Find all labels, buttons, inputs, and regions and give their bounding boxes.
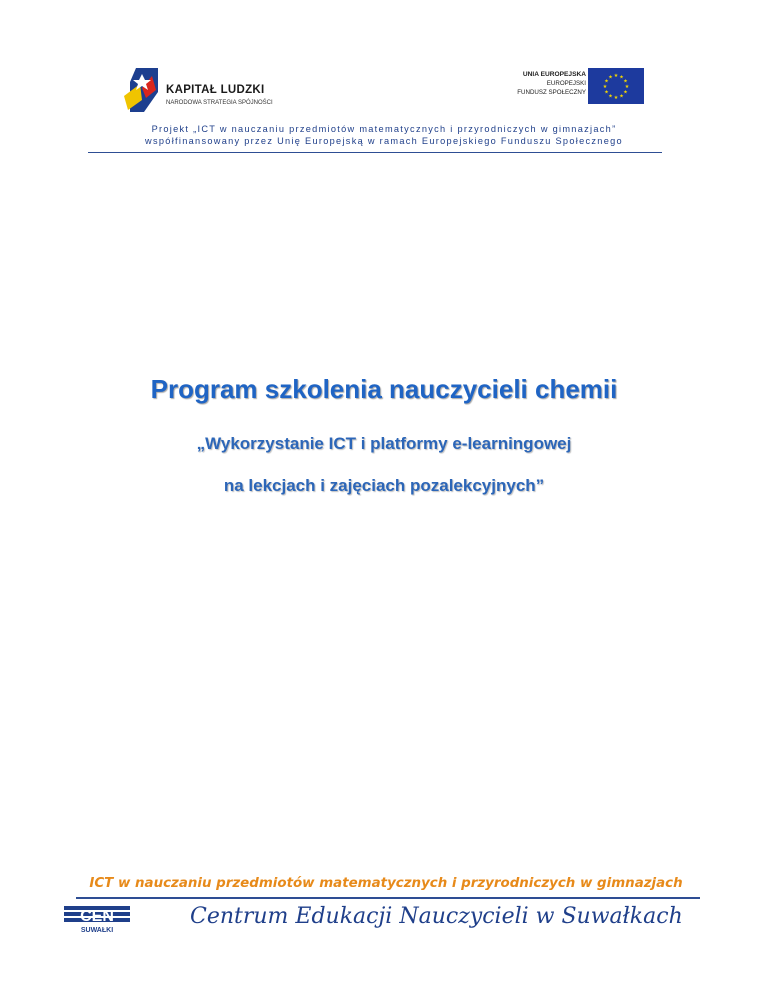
footer-divider <box>76 897 700 899</box>
center-name: Centrum Edukacji Nauczycieli w Suwałkach <box>190 904 683 929</box>
kapital-ludzki-subtitle: NARODOWA STRATEGIA SPÓJNOŚCI <box>166 100 273 106</box>
project-line-1: Projekt „ICT w nauczaniu przedmiotów matematycznych i przyrodniczych w gimnazjach” <box>151 124 617 134</box>
kapital-ludzki-emblem-icon <box>122 66 162 114</box>
eu-logo <box>498 68 646 108</box>
eu-star-icon: ★ <box>613 95 619 101</box>
eu-star-icon: ★ <box>602 84 608 90</box>
eu-star-icon: ★ <box>604 89 609 96</box>
eu-star-icon: ★ <box>619 74 624 81</box>
eu-logo-text <box>517 70 586 97</box>
cen-logo-text: CEN <box>80 908 114 925</box>
project-line-2: współfinansowany przez Unię Europejską w ramach Europejskiego Funduszu Społecznego <box>145 136 623 146</box>
eu-logo-line1: UNIA EUROPEJSKA <box>522 71 586 78</box>
footer-project-name: ICT w nauczaniu przedmiotów matematycznych i przyrodniczych w gimnazjach <box>89 876 683 891</box>
cen-logo <box>62 904 132 934</box>
eu-logo-line2: EUROPEJSKI <box>546 80 586 87</box>
eu-star-icon: ★ <box>613 73 619 79</box>
eu-flag-icon <box>588 68 644 104</box>
page-title: Program szkolenia nauczycieli chemii <box>150 374 618 404</box>
eu-star-icon: ★ <box>623 78 628 85</box>
kapital-ludzki-title: KAPITAŁ LUDZKI <box>166 84 265 96</box>
eu-star-icon: ★ <box>604 78 609 85</box>
subtitle-line-1: „Wykorzystanie ICT i platformy e-learningowej <box>196 434 572 453</box>
eu-star-icon: ★ <box>624 84 630 90</box>
eu-logo-line3: FUNDUSZ SPOŁECZNY <box>517 89 586 96</box>
eu-star-icon: ★ <box>623 89 628 96</box>
kapital-ludzki-logo <box>122 66 302 116</box>
cen-logo-sub: SUWAŁKI <box>80 927 114 934</box>
subtitle-line-2: na lekcjach i zajęciach pozalekcyjnych” <box>223 476 545 495</box>
cen-logo-icon <box>62 904 132 934</box>
eu-star-icon: ★ <box>608 74 613 81</box>
eu-star-icon: ★ <box>619 93 624 100</box>
header-divider <box>88 152 662 153</box>
eu-star-icon: ★ <box>608 93 613 100</box>
